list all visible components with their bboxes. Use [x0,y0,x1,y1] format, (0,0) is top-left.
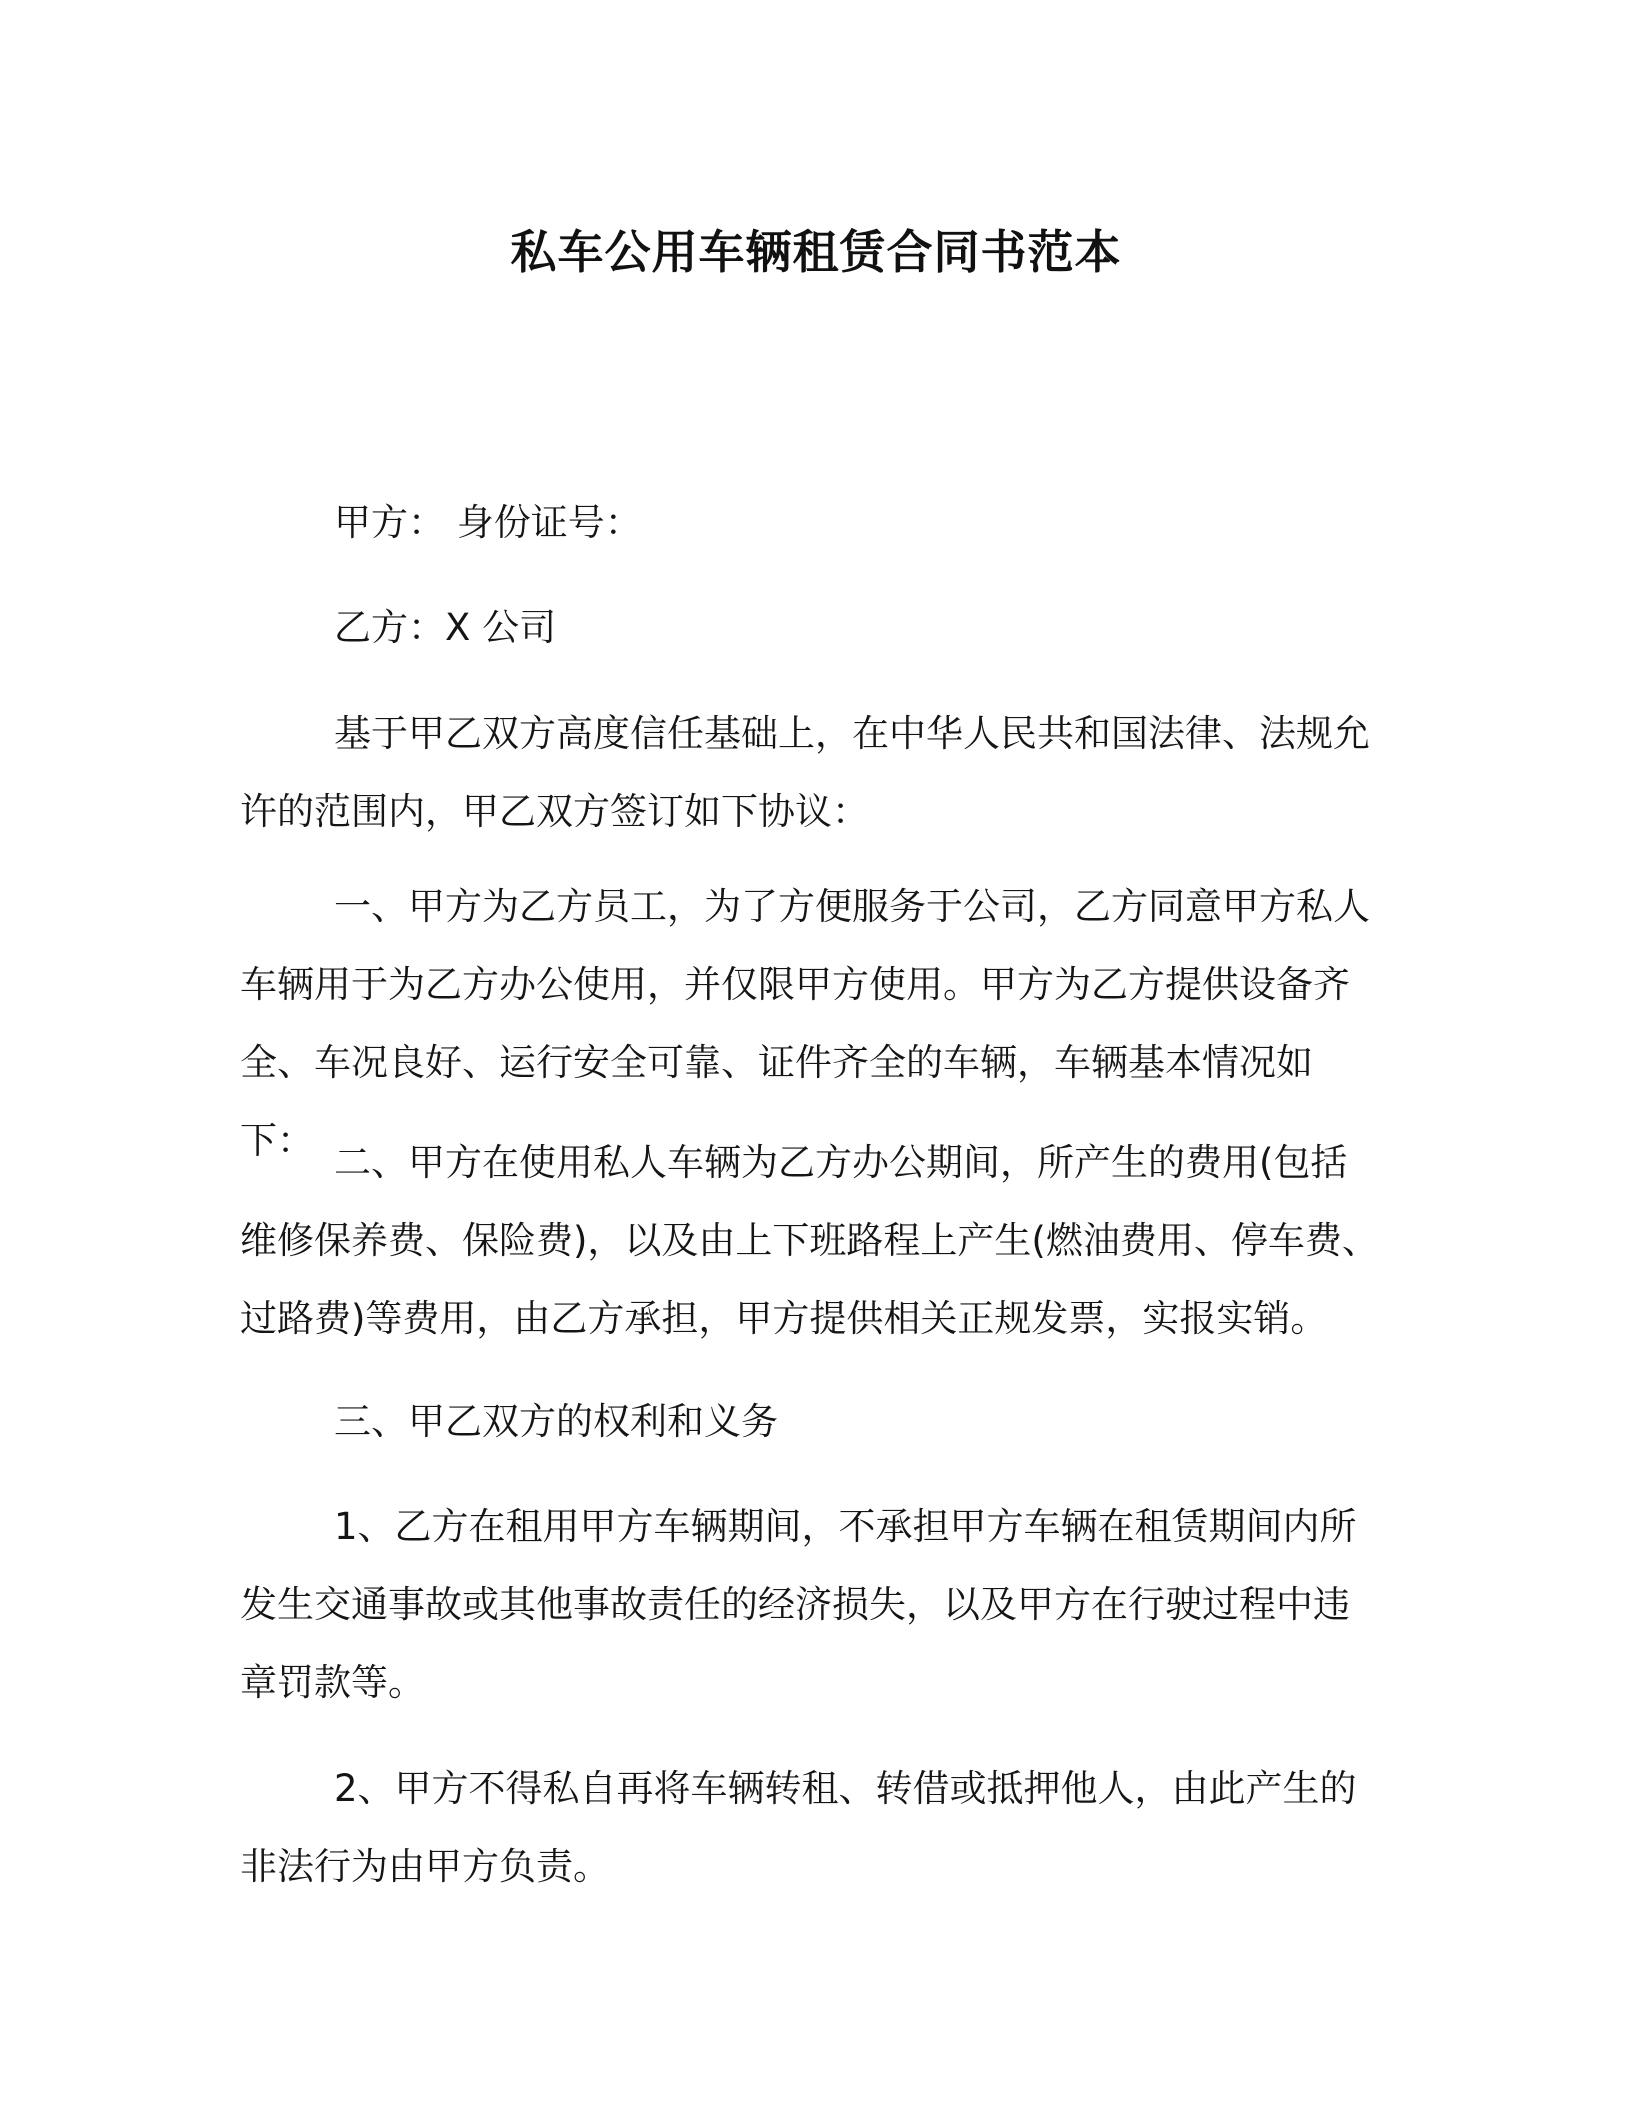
party-a-line: 甲方： 身份证号： [334,501,642,544]
subclause-1-paragraph: 1、乙方在租用甲方车辆期间，不承担甲方车辆在租赁期间内所发生交通事故或其他事故责任的经济损失，以及甲方在行驶过程中违章罚款等。 [240,1505,1357,1704]
party-b-line: 乙方：X 公司 [334,606,557,649]
clause-3-heading: 三、甲乙双方的权利和义务 [334,1400,778,1443]
clause-1-paragraph: 一、甲方为乙方员工，为了方便服务于公司，乙方同意甲方私人车辆用于为乙方办公使用，并仅限甲方使用。甲方为乙方提供设备齐全、车况良好、运行安全可靠、证件齐全的车辆，车辆基本情况如下： [240,885,1370,1162]
document-title: 私车公用车辆租赁合同书范本 [510,225,1122,279]
subclause-2-paragraph: 2、甲方不得私自再将车辆转租、转借或抵押他人，由此产生的非法行为由甲方负责。 [240,1767,1357,1888]
clause-2-paragraph: 二、甲方在使用私人车辆为乙方办公期间，所产生的费用(包括维修保养费、保险费)，以及由上下班路程上产生(燃油费用、停车费、过路费)等费用，由乙方承担，甲方提供相关正规发票，实报实销。 [240,1141,1379,1340]
intro-paragraph: 基于甲乙双方高度信任基础上，在中华人民共和国法律、法规允许的范围内，甲乙双方签订如下协议： [240,712,1370,833]
